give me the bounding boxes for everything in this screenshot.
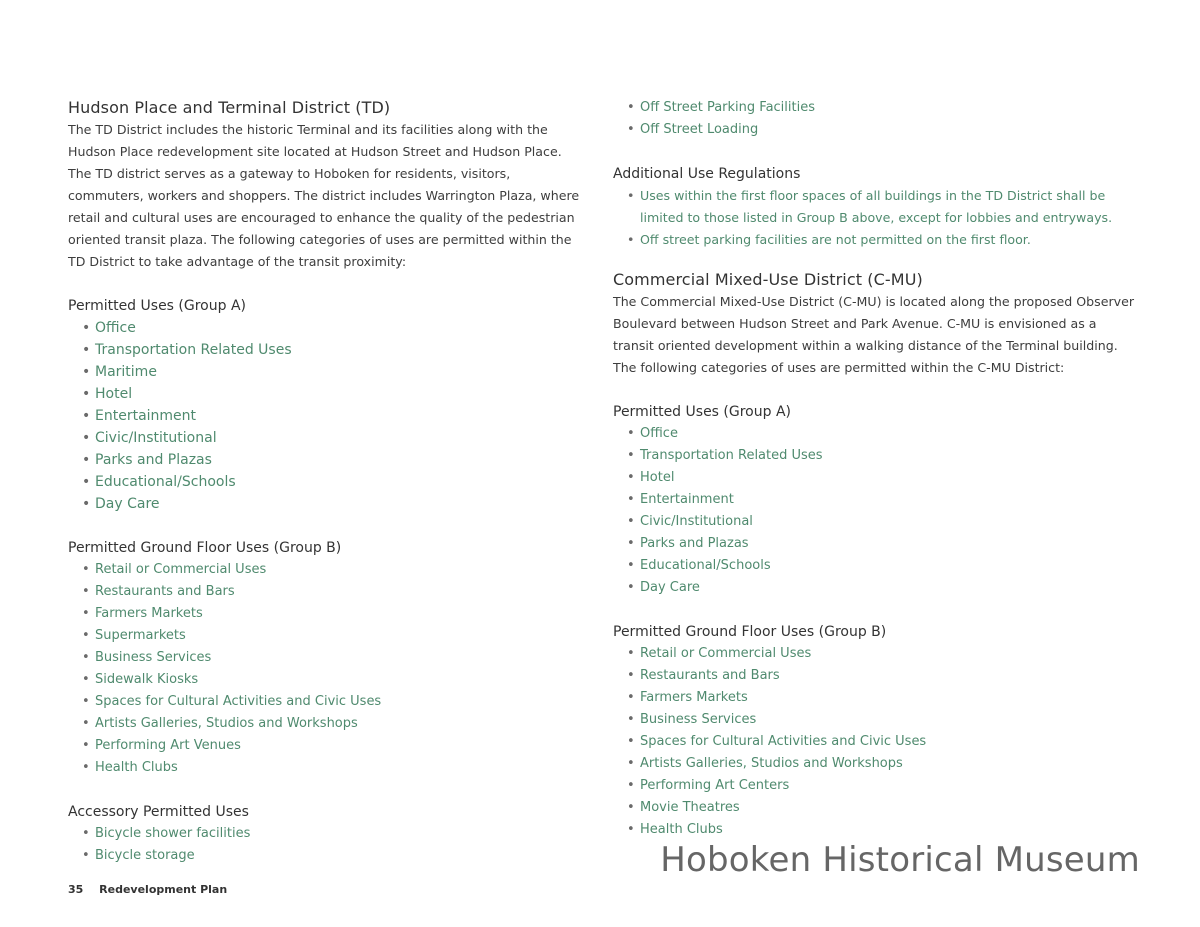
cmu-group-a-heading: Permitted Uses (Group A) [613, 404, 791, 420]
list-item: • Day Care [68, 493, 588, 515]
cmu-group-b-list [613, 643, 1138, 841]
cmu-heading: Commercial Mixed-Use District (C-MU) [613, 270, 923, 289]
list-item: • Educational/Schools [613, 555, 1138, 577]
list-item: • Sidewalk Kiosks [68, 669, 588, 691]
list-item: • Health Clubs [68, 757, 588, 779]
td-group-b-heading: Permitted Ground Floor Uses (Group B) [68, 540, 342, 556]
right-column [613, 97, 1138, 841]
td-group-a-heading: Permitted Uses (Group A) [68, 298, 246, 314]
list-item: • Entertainment [613, 489, 1138, 511]
list-item: • Restaurants and Bars [613, 665, 1138, 687]
list-item: • Transportation Related Uses [613, 445, 1138, 467]
document-title: Redevelopment Plan [99, 883, 228, 896]
list-item: • Retail or Commercial Uses [613, 643, 1138, 665]
cmu-group-a-list [613, 423, 1138, 599]
list-item: • Civic/Institutional [613, 511, 1138, 533]
list-item: • Off Street Parking Facilities [613, 97, 1138, 119]
page-footer [68, 883, 227, 896]
list-item: • Office [613, 423, 1138, 445]
list-item: • Performing Art Centers [613, 775, 1138, 797]
list-item: • Day Care [613, 577, 1138, 599]
list-item: • Bicycle shower facilities [68, 823, 588, 845]
list-item: • Supermarkets [68, 625, 588, 647]
td-group-a-list [68, 317, 588, 515]
list-item: • Civic/Institutional [68, 427, 588, 449]
list-item: • Off Street Loading [613, 119, 1138, 141]
list-item: • Retail or Commercial Uses [68, 559, 588, 581]
list-item: • Movie Theatres [613, 797, 1138, 819]
list-item: • Entertainment [68, 405, 588, 427]
watermark: Hoboken Historical Museum [660, 840, 1140, 880]
list-item: • Artists Galleries, Studios and Workshops [613, 753, 1138, 775]
list-item: • Maritime [68, 361, 588, 383]
additional-regulations-heading: Additional Use Regulations [613, 166, 801, 182]
list-item: • Spaces for Cultural Activities and Civic Uses [68, 691, 588, 713]
td-accessory-list [68, 823, 588, 867]
list-item: • Uses within the first floor spaces of all buildings in the TD District shall be limited to those listed in Group B above, except for lobbies and entryways. [613, 185, 1138, 229]
td-heading: Hudson Place and Terminal District (TD) [68, 98, 391, 117]
list-item: • Farmers Markets [68, 603, 588, 625]
list-item: • Office [68, 317, 588, 339]
list-item: • Business Services [613, 709, 1138, 731]
list-item: • Educational/Schools [68, 471, 588, 493]
page-number: 35 [68, 883, 84, 896]
td-paragraph: The TD District includes the historic Terminal and its facilities along with the Hudson Place redevelopment site located at Hudson Street and Hudson Place. The TD district serves as a gateway to Hoboken for residents, visitors, commuters, workers and shoppers. The district includes Warrington Plaza, where retail and cultural uses are encouraged to enhance the quality of the pedestrian oriented transit plaza. The following categories of uses are permitted within the TD District to take advantage of the transit proximity: [68, 122, 580, 269]
td-group-b-list [68, 559, 588, 779]
list-item: • Parks and Plazas [68, 449, 588, 471]
list-item: • Off street parking facilities are not permitted on the first floor. [613, 229, 1138, 251]
list-item: • Spaces for Cultural Activities and Civic Uses [613, 731, 1138, 753]
list-item: • Parks and Plazas [613, 533, 1138, 555]
td-accessory-list-continued [613, 97, 1138, 141]
list-item: • Bicycle storage [68, 845, 588, 867]
left-column [68, 97, 588, 867]
list-item: • Farmers Markets [613, 687, 1138, 709]
additional-regulations-list [613, 185, 1138, 251]
td-accessory-heading: Accessory Permitted Uses [68, 804, 249, 820]
cmu-paragraph: The Commercial Mixed-Use District (C-MU) is located along the proposed Observer Boulevard between Hudson Street and Park Avenue. C-MU is envisioned as a transit oriented development within a walking distance of the Terminal building. The following categories of uses are permitted within the C-MU District: [613, 294, 1135, 375]
list-item: • Transportation Related Uses [68, 339, 588, 361]
cmu-group-b-heading: Permitted Ground Floor Uses (Group B) [613, 624, 887, 640]
list-item: • Artists Galleries, Studios and Workshops [68, 713, 588, 735]
list-item: • Performing Art Venues [68, 735, 588, 757]
list-item: • Business Services [68, 647, 588, 669]
list-item: • Health Clubs [613, 819, 1138, 841]
list-item: • Restaurants and Bars [68, 581, 588, 603]
list-item: • Hotel [68, 383, 588, 405]
list-item: • Hotel [613, 467, 1138, 489]
